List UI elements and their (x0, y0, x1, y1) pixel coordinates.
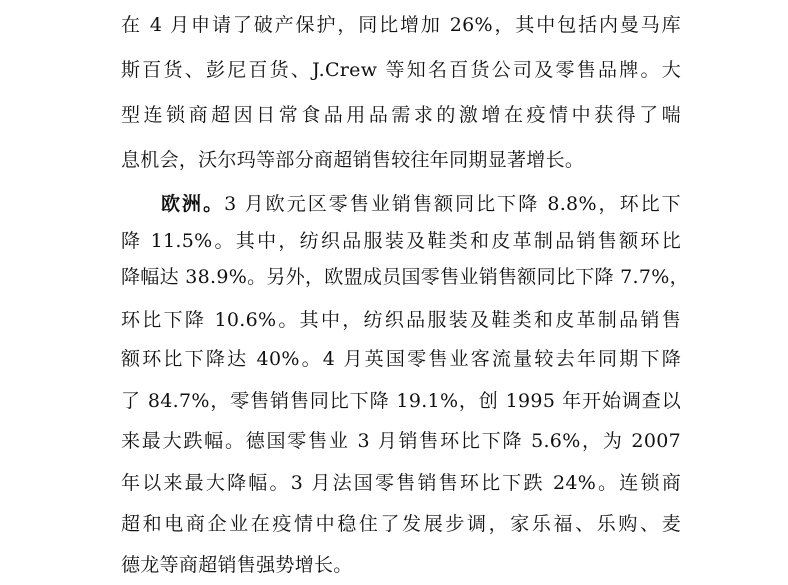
us-paragraph-line-4: 息机会，沃尔玛等部分商超销售较往年同期显著增长。 (121, 149, 585, 171)
us-paragraph-line-1: 在 4 月申请了破产保护，同比增加 26%，其中包括内曼马库 (121, 14, 681, 36)
europe-paragraph-line-5: 额环比下降达 40%。4 月英国零售业客流量较去年同期下降 (121, 348, 681, 370)
europe-paragraph-line-7: 来最大跌幅。德国零售业 3 月销售环比下降 5.6%，为 2007 (121, 430, 681, 452)
europe-paragraph-line-6: 了 84.7%，零售销售同比下降 19.1%，创 1995 年开始调查以 (121, 390, 681, 412)
us-paragraph-line-3: 型连锁商超因日常食品用品需求的激增在疫情中获得了喘 (121, 104, 681, 126)
europe-paragraph-line-1 (161, 184, 681, 224)
europe-paragraph-line-8: 年以来最大降幅。3 月法国零售销售环比下跌 24%。连锁商 (121, 472, 681, 494)
europe-paragraph-line-10: 德龙等商超销售强势增长。 (121, 554, 353, 576)
europe-paragraph-line-3: 降幅达 38.9%。另外，欧盟成员国零售业销售额同比下降 7.7%， (121, 266, 689, 288)
europe-paragraph-line-2: 降 11.5%。其中，纺织品服装及鞋类和皮革制品销售额环比 (121, 230, 681, 252)
europe-first-line-text: 3 月欧元区零售业销售额同比下降 8.8%，环比下 (224, 193, 681, 215)
us-paragraph-line-2: 斯百货、彭尼百货、J.Crew 等知名百货公司及零售品牌。大 (121, 59, 681, 81)
europe-heading: 欧洲。 (161, 193, 225, 215)
europe-paragraph-line-9: 超和电商企业在疫情中稳住了发展步调，家乐福、乐购、麦 (121, 513, 681, 535)
europe-paragraph-line-4: 环比下降 10.6%。其中，纺织品服装及鞋类和皮革制品销售 (121, 309, 681, 331)
